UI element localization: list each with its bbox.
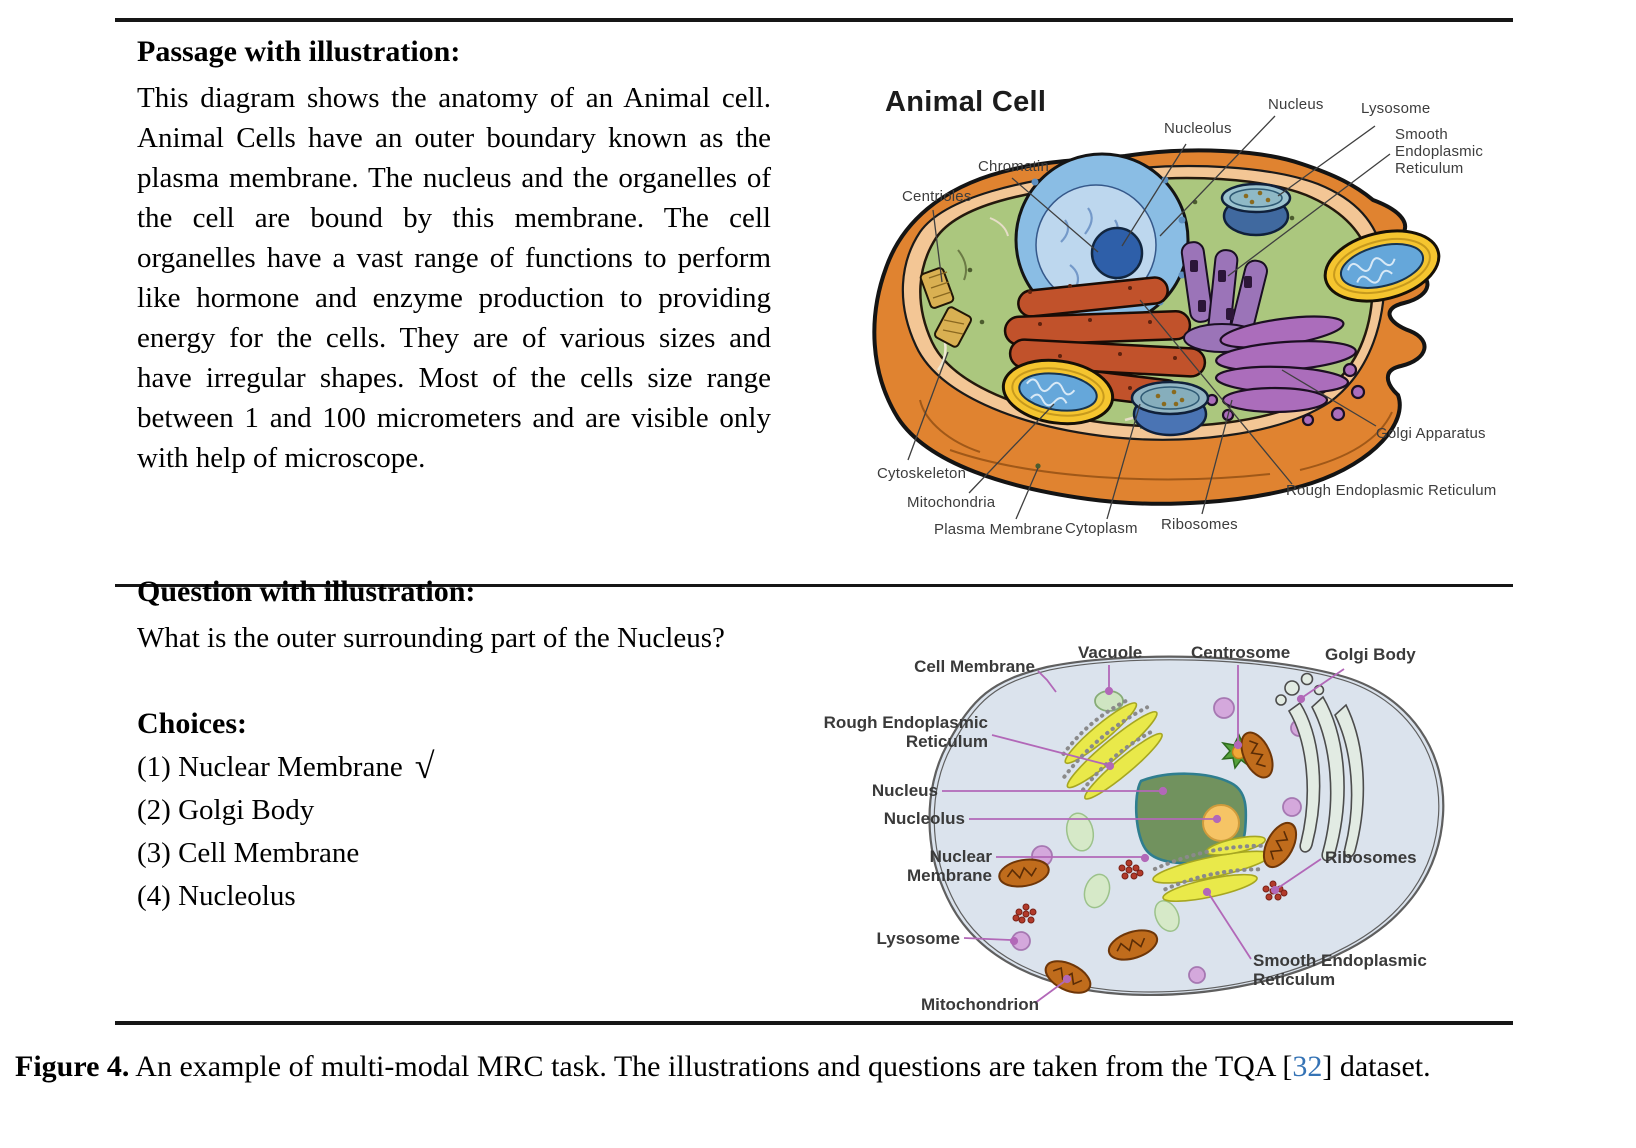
label-ribosomes: Ribosomes xyxy=(1325,848,1417,867)
choice-1 xyxy=(137,744,771,787)
question-section xyxy=(137,572,771,916)
choice-1-text: (1) Nuclear Membrane xyxy=(137,751,403,783)
choice-4-text: (4) Nucleolus xyxy=(137,880,296,912)
choice-3-text: (3) Cell Membrane xyxy=(137,837,360,869)
label-chromatin: Chromatin xyxy=(978,158,1049,175)
citation-link[interactable]: 32 xyxy=(1292,1050,1323,1083)
choices-heading: Choices: xyxy=(137,707,247,740)
table-bottom-rule xyxy=(115,1021,1513,1025)
nucleolus-shape xyxy=(1203,805,1239,841)
passage-section xyxy=(137,32,771,478)
choice-2 xyxy=(137,787,771,830)
question-text: What is the outer surrounding part of the Nucleus? xyxy=(137,622,725,654)
label-nucleolus: Nucleolus xyxy=(883,809,965,828)
label-lysosome: Lysosome xyxy=(1361,100,1431,117)
correct-answer-checkmark: √ xyxy=(414,746,435,786)
label-golgi-body: Golgi Body xyxy=(1325,645,1416,664)
label-lysosome: Lysosome xyxy=(876,929,960,948)
label-plasma-membrane: Plasma Membrane xyxy=(934,521,1063,538)
label-nucleus: Nucleus xyxy=(1268,96,1324,113)
label-cell-membrane: Cell Membrane xyxy=(914,657,1035,676)
caption-text-end: dataset. xyxy=(1332,1050,1431,1083)
label-rough-er: Rough Endoplasmic Reticulum xyxy=(823,713,988,751)
figure1-title: Animal Cell xyxy=(885,86,1047,118)
label-cytoskeleton: Cytoskeleton xyxy=(877,465,967,482)
passage-heading: Passage with illustration: xyxy=(137,35,461,68)
passage-body: This diagram shows the anatomy of an Animal cell. Animal Cells have an outer boundary known as the plasma membrane. The nucleus and the organelles of the cell are bound by this membrane. The cell organelles have a vast range of functions to perform like hormone and enzyme production to providing energy for the cells. They are of various sizes and have irregular shapes. Most of the cells size range between 1 and 100 micrometers and are visible only with help of microscope. xyxy=(137,82,771,474)
label-nuclear-membrane: Nuclear Membrane xyxy=(906,847,992,885)
label-vacuole: Vacuole xyxy=(1078,643,1143,662)
choice-4 xyxy=(137,873,771,916)
label-smooth-er: Smooth Endoplasmic Reticulum xyxy=(1253,951,1427,989)
label-centrioles: Centrioles xyxy=(902,188,972,205)
question-heading: Question with illustration: xyxy=(137,575,476,608)
animal-cell-figure xyxy=(830,70,1560,540)
label-rough-er: Rough Endoplasmic Reticulum xyxy=(1286,482,1497,499)
choice-2-text: (2) Golgi Body xyxy=(137,794,315,826)
vesicle-shape xyxy=(1132,382,1208,435)
choice-3 xyxy=(137,830,771,873)
label-ribosomes: Ribosomes xyxy=(1161,516,1238,533)
label-nucleus: Nucleus xyxy=(871,781,938,800)
label-nucleolus: Nucleolus xyxy=(1164,120,1232,137)
label-smooth-er: Smooth Endoplasmic Reticulum xyxy=(1395,126,1484,177)
lysosome-shape xyxy=(1222,184,1290,235)
label-mitochondria: Mitochondria xyxy=(907,494,996,511)
nucleolus-shape xyxy=(1092,228,1142,278)
label-golgi-apparatus: Golgi Apparatus xyxy=(1376,425,1486,442)
label-centrosome: Centrosome xyxy=(1191,643,1291,662)
figure-caption-label: Figure 4. xyxy=(15,1050,130,1083)
figure-caption: Figure 4. An example of multi-modal MRC task. The illustrations and questions are taken from the TQA [32] dataset. xyxy=(15,1050,1431,1083)
caption-text: An example of multi-modal MRC task. The illustrations and questions are taken from the TQA xyxy=(129,1050,1283,1083)
label-mitochondrion: Mitochondrion xyxy=(921,995,1040,1014)
question-cell-figure xyxy=(795,595,1625,1019)
label-cytoplasm: Cytoplasm xyxy=(1065,520,1138,537)
table-top-rule xyxy=(115,18,1513,22)
